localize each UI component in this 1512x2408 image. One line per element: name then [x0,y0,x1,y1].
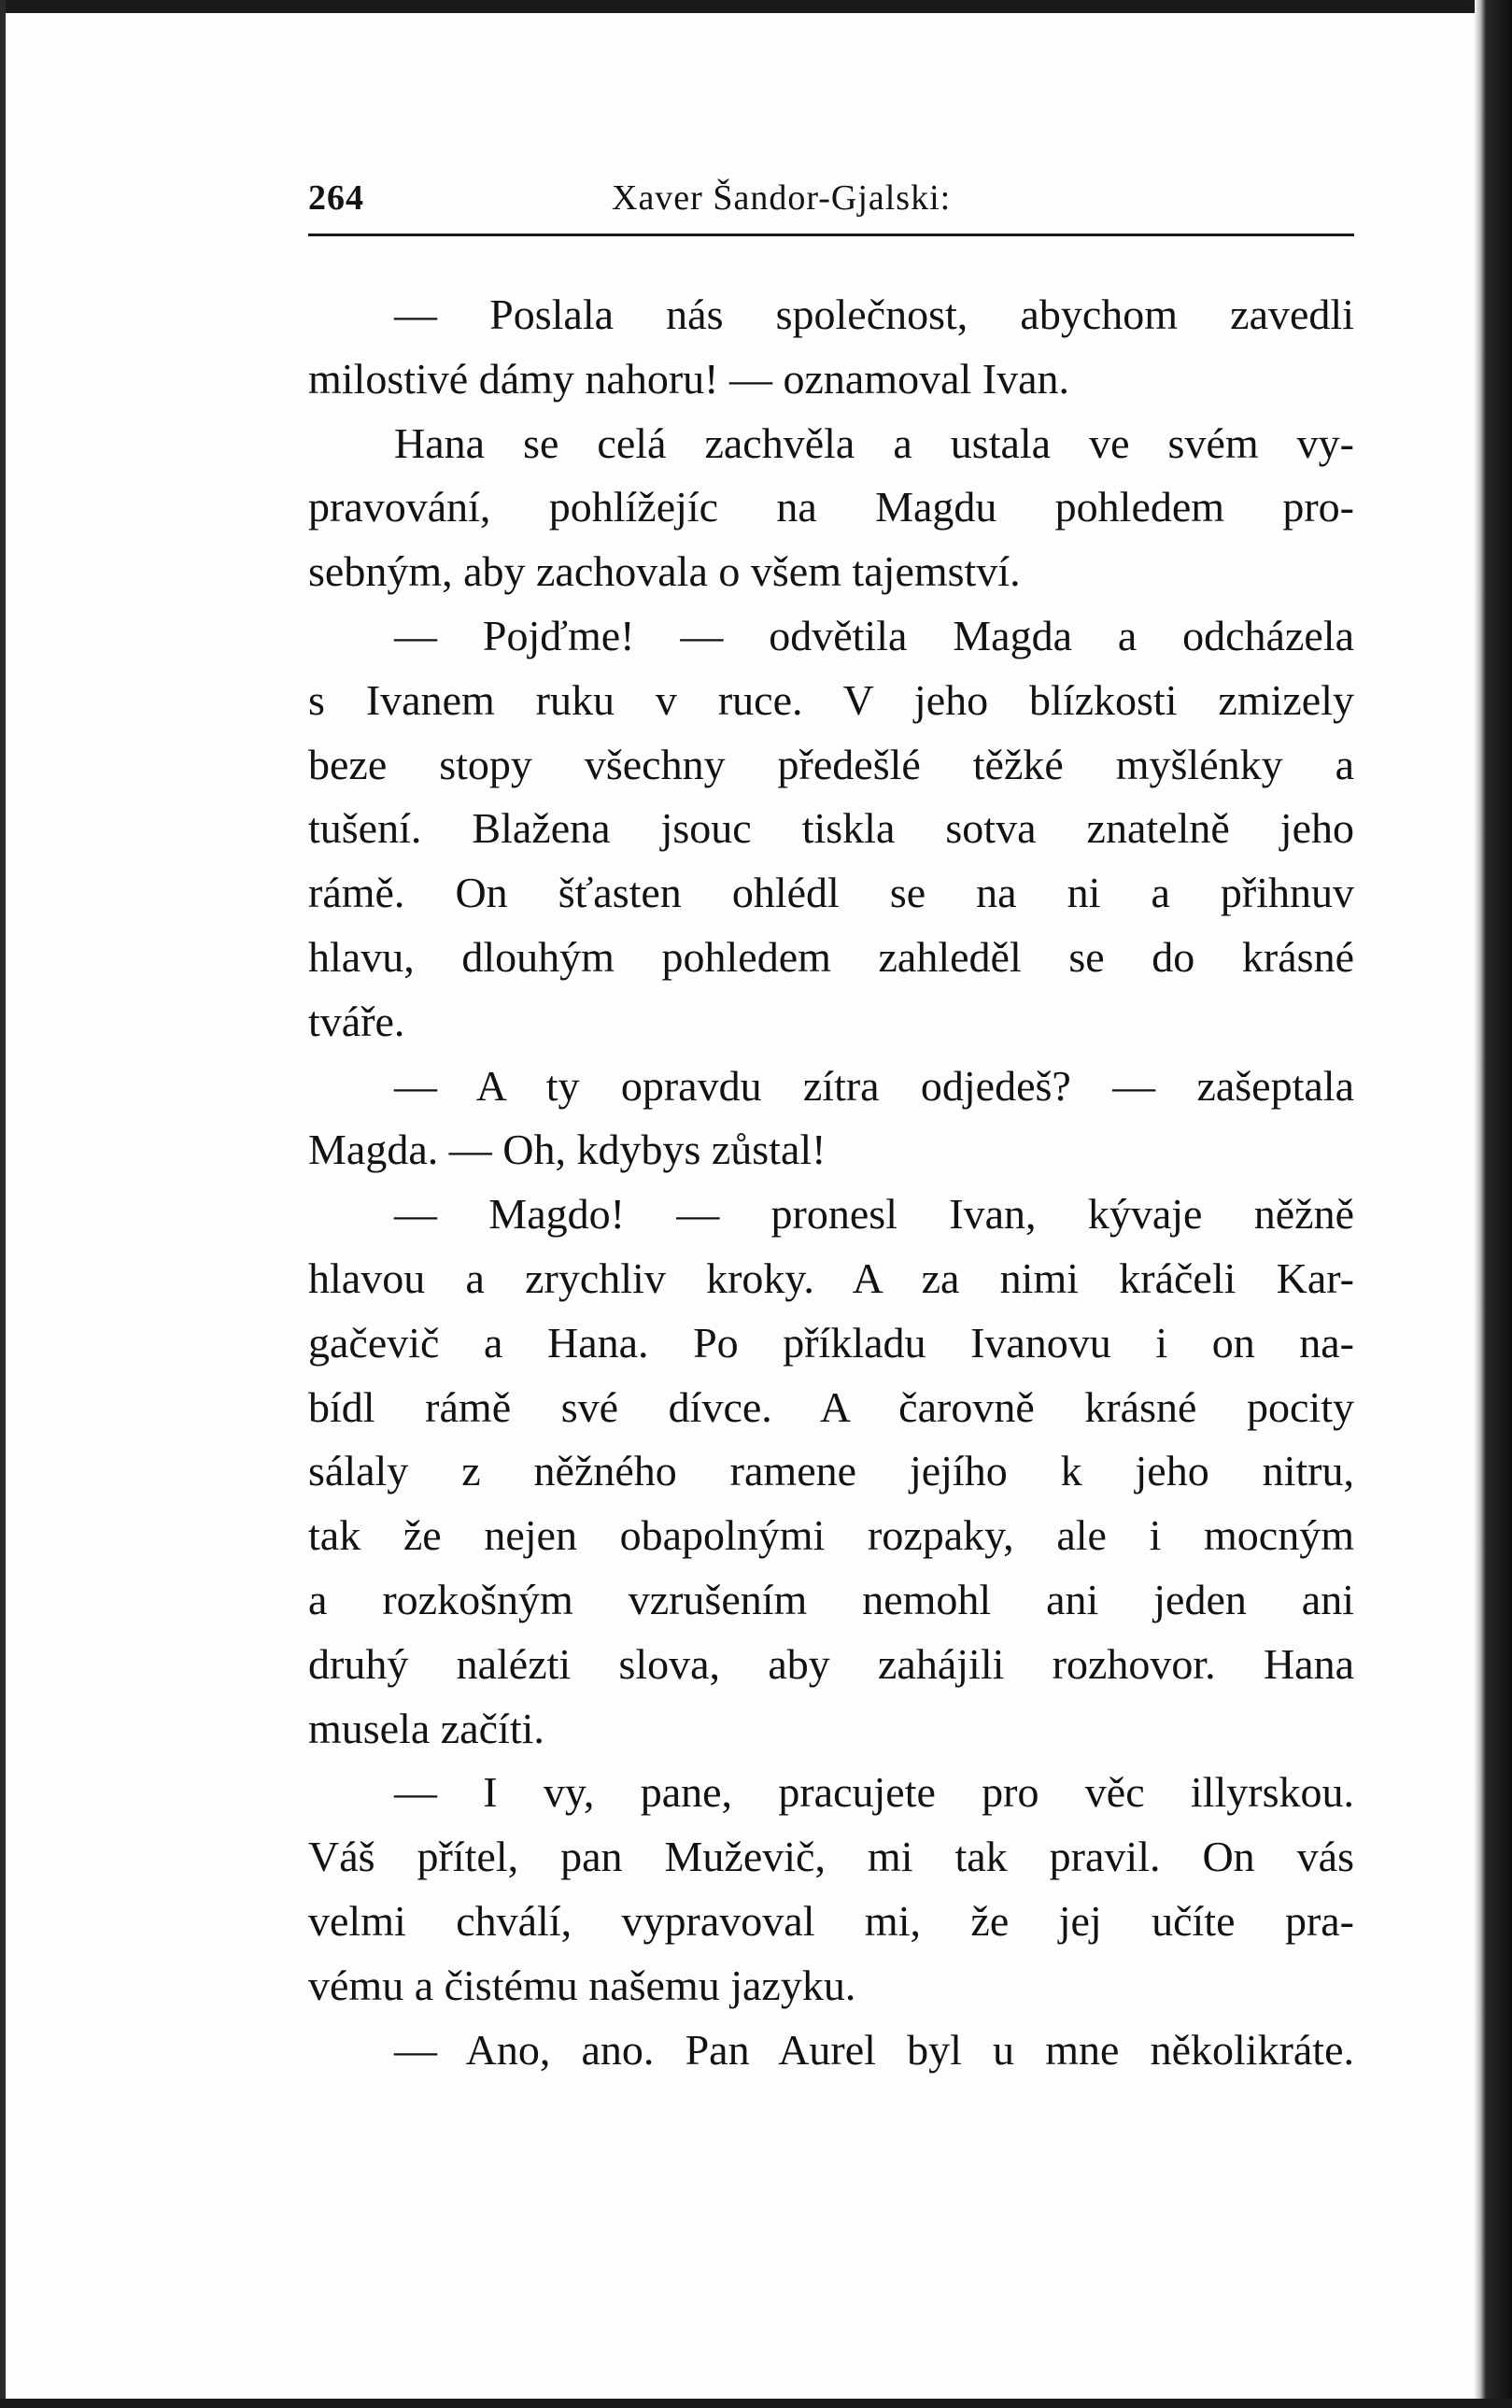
text-line: tak že nejen obapolnými rozpaky, ale i mocným [308,1511,1354,1560]
text-line: tváře. [308,997,405,1045]
text-line: — Poslala nás společnost, abychom zavedli [394,290,1354,338]
text-line: — Pojďme! — odvětila Magda a odcházela [394,611,1354,659]
text-line: druhý nalézti slova, aby zahájili rozhovor. Hana [308,1639,1354,1688]
scan-edge-right [1475,0,1512,2408]
text-line: — Ano, ano. Pan Aurel byl u mne několikráte. [394,2025,1354,2074]
text-line: hlavu, dlouhým pohledem zahleděl se do krásné [308,932,1354,981]
text-line: musela začíti. [308,1704,544,1752]
text-line: s Ivanem ruku v ruce. V jeho blízkosti zmizely [308,675,1354,724]
scan-edge-bottom [0,2399,1512,2408]
text-line: — A ty opravdu zítra odjedeš? — zašeptala [394,1061,1354,1110]
text-line: velmi chválí, vypravoval mi, že jej učíte pra- [308,1896,1354,1945]
page-number: 264 [308,178,364,218]
page-header [308,177,1354,236]
text-line: milostivé dámy nahoru! — oznamoval Ivan. [308,354,1070,403]
body-text [308,283,1354,2082]
text-line: hlavou a zrychliv kroky. A za nimi kráčeli Kar- [308,1254,1354,1302]
text-line: Magda. — Oh, kdybys zůstal! [308,1126,827,1174]
text-line: a rozkošným vzrušením nemohl ani jeden ani [308,1575,1354,1623]
text-line: rámě. On šťasten ohlédl se na ni a přihnuv [308,869,1354,917]
text-line: sálaly z něžného ramene jejího k jeho nitru, [308,1447,1354,1495]
text-line: sebným, aby zachovala o všem tajemství. [308,547,1021,596]
text-line: tušení. Blažena jsouc tiskla sotva znatelně jeho [308,804,1354,853]
text-line: — Magdo! — pronesl Ivan, kývaje něžně [394,1190,1354,1239]
text-line: gačevič a Hana. Po příkladu Ivanovu i on na- [308,1318,1354,1367]
text-line: Hana se celá zachvěla a ustala ve svém vy- [394,418,1354,467]
book-page [308,177,1354,2082]
text-line: vému a čistému našemu jazyku. [308,1961,856,2009]
scan-edge-left [0,0,6,2408]
text-line: — I vy, pane, pracujete pro věc illyrskou. [394,1768,1354,1817]
scan-edge-top [0,0,1512,13]
text-line: bídl rámě své dívce. A čarovně krásné pocity [308,1382,1354,1431]
text-line: beze stopy všechny předešlé těžké myšlénky a [308,740,1354,788]
text-line: pravování, pohlížejíc na Magdu pohledem pro- [308,483,1354,531]
running-head: Xaver Šandor-Gjalski: [612,178,952,218]
text-line: Váš přítel, pan Muževič, mi tak pravil. On vás [308,1833,1354,1881]
